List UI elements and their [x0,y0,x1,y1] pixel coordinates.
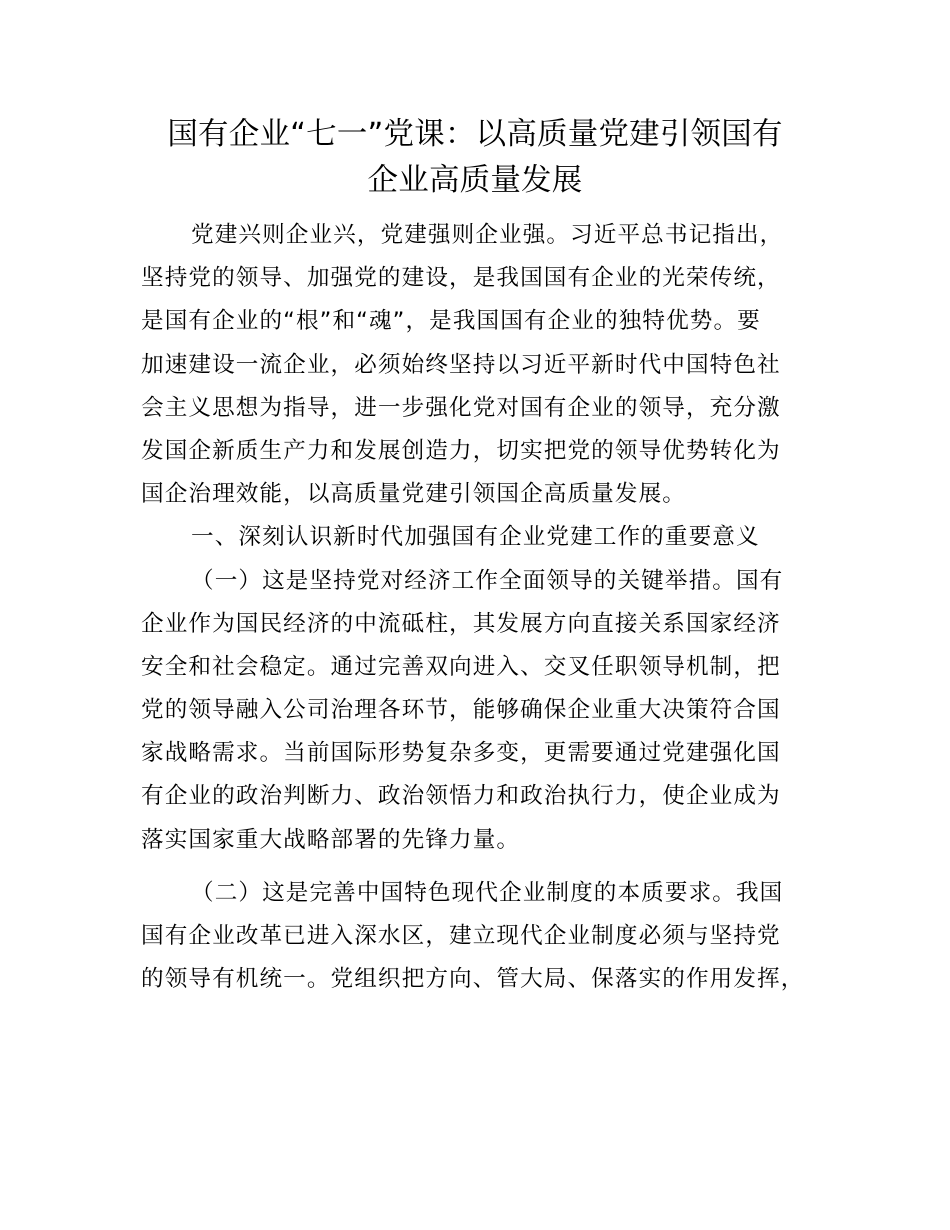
text-line: 坚持党的领导、加强党的建设，是我国国有企业的光荣传统， [141,265,781,292]
text-line: 的领导有机统一。党组织把方向、管大局、保落实的作用发挥， [141,966,805,993]
text-line: 加速建设一流企业，必须始终坚持以习近平新时代中国特色社 [141,351,781,378]
text-line: （二）这是完善中国特色现代企业制度的本质要求。我国 [191,879,784,906]
text-line: 党建兴则企业兴，党建强则企业强。习近平总书记指出， [191,222,784,248]
section-heading-text: 一、深刻认识新时代加强国有企业党建工作的重要意义 [191,524,760,551]
document-body [141,214,821,1001]
paragraph-point-1 [141,560,821,862]
paragraph-spacer [141,862,821,872]
text-line: 国企治理效能，以高质量党建引领国企高质量发展。 [141,481,686,508]
text-line: 有企业的政治判断力、政治领悟力和政治执行力，使企业成为 [141,783,781,810]
title-line-2: 企业高质量发展 [367,163,583,198]
text-line: 是国有企业的“根”和“魂”，是我国国有企业的独特优势。要 [141,308,761,335]
paragraph-point-2 [141,872,821,1002]
text-line: 企业作为国民经济的中流砥柱，其发展方向直接关系国家经济 [141,610,781,637]
paragraph-intro [141,214,821,516]
text-line: 国有企业改革已进入深水区，建立现代企业制度必须与坚持党 [141,923,781,949]
text-line: 发国企新质生产力和发展创造力，切实把党的领导优势转化为 [141,437,781,464]
text-line: （一）这是坚持党对经济工作全面领导的关键举措。国有 [191,567,784,594]
title-line-1: 国有企业“七一”党课：以高质量党建引领国有 [167,117,783,152]
text-line: 会主义思想为指导，进一步强化党对国有企业的领导，充分激 [141,394,781,421]
document-title [140,112,810,204]
text-line: 落实国家重大战略部署的先锋力量。 [141,826,521,853]
section-heading-1 [141,516,821,559]
text-line: 党的领导融入公司治理各环节，能够确保企业重大决策符合国 [141,697,781,724]
text-line: 安全和社会稳定。通过完善双向进入、交叉任职领导机制，把 [141,653,781,680]
text-line: 家战略需求。当前国际形势复杂多变，更需要通过党建强化国 [141,740,781,767]
